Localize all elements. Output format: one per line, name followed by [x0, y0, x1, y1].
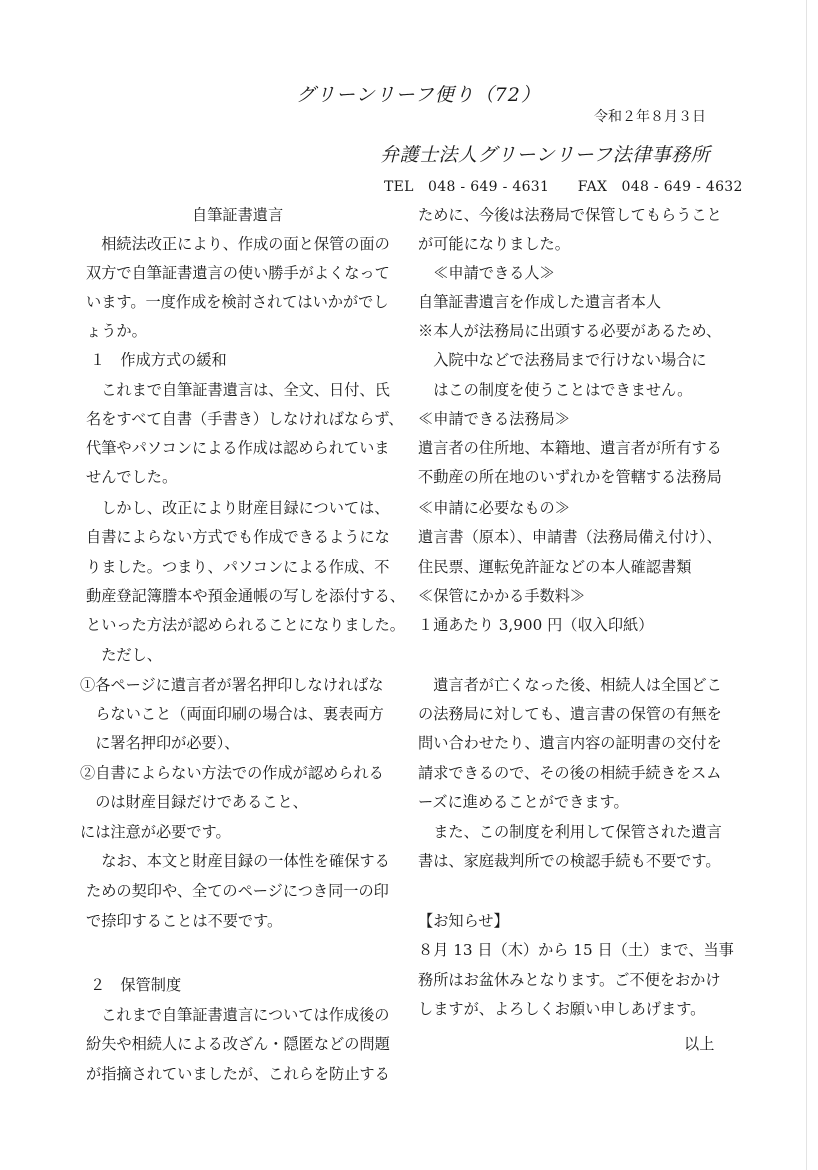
- text-line: せんでした。: [86, 468, 178, 486]
- text-line: 務所はお盆休みとなります。ご不便をおかけ: [418, 971, 721, 989]
- text-line: 自筆証書遺言を作成した遺言者本人: [418, 293, 661, 311]
- text-line: が可能になりました。: [418, 235, 570, 253]
- text-line: 代筆やパソコンによる作成は認められていま: [86, 439, 390, 457]
- text-line: 住民票、運転免許証などの本人確認書類: [418, 558, 692, 576]
- text-line: これまで自筆証書遺言は、全文、日付、氏: [86, 381, 390, 399]
- text-line: が指摘されていましたが、これらを防止する: [86, 1065, 390, 1083]
- text-line: これまで自筆証書遺言については作成後の: [86, 1006, 390, 1024]
- text-line: １通あたり 3,900 円（収入印紙）: [418, 616, 654, 634]
- text-line: 入院中などで法務局まで行けない場合に: [418, 351, 707, 369]
- text-line: 相続法改正により、作成の面と保管の面の: [86, 235, 390, 253]
- text-line: 問い合わせたり、遺言内容の証明書の交付を: [418, 734, 722, 752]
- text-line: 自筆証書遺言: [192, 206, 284, 224]
- text-line: ょうか。: [86, 322, 147, 340]
- text-line: には注意が必要です。: [80, 823, 231, 841]
- text-line: １ 作成方式の緩和: [90, 351, 227, 369]
- text-line: 紛失や相続人による改ざん・隠匿などの問題: [86, 1035, 390, 1053]
- contact-info: TEL 048 - 649 - 4631 FAX 048 - 649 - 4632: [384, 179, 743, 195]
- text-line: 動産登記簿謄本や預金通帳の写しを添付する、: [86, 587, 405, 605]
- text-line: ただし、: [86, 646, 162, 664]
- text-line: はこの制度を使うことはできません。: [418, 381, 693, 399]
- text-line: のは財産目録だけであること、: [80, 793, 308, 811]
- text-line: います。一度作成を検討されてはいかがでし: [86, 293, 389, 311]
- text-line: に署名押印が必要）、: [80, 734, 240, 752]
- text-line: で捺印することは不要です。: [86, 912, 283, 930]
- text-line: ≪申請に必要なもの≫: [418, 499, 570, 517]
- text-line: 遺言者が亡くなった後、相続人は全国どこ: [418, 676, 722, 694]
- text-line: ※本人が法務局に出頭する必要があるため、: [418, 322, 722, 340]
- text-line: らないこと（両面印刷の場合は、裏表両方: [80, 705, 384, 723]
- firm-name: 弁護士法人グリーンリーフ法律事務所: [380, 144, 711, 166]
- text-line: 請求できるので、その後の相続手続きをスム: [418, 764, 722, 782]
- text-line: 遺言書（原本）、申請書（法務局備え付け）、: [418, 528, 722, 546]
- text-line: ≪保管にかかる手数料≫: [418, 587, 586, 605]
- text-line: 名をすべて自書（手書き）しなければならず、: [86, 410, 404, 428]
- text-line: また、この制度を利用して保管された遺言: [418, 823, 722, 841]
- text-line: ２ 保管制度: [90, 976, 182, 994]
- text-line: ≪申請できる法務局≫: [418, 410, 570, 428]
- text-line: 遺言者の住所地、本籍地、遺言者が所有する: [418, 439, 722, 457]
- text-line: ≪申請できる人≫: [418, 264, 555, 282]
- text-line: 不動産の所在地のいずれかを管轄する法務局: [418, 468, 722, 486]
- scan-edge-line: [806, 0, 807, 1170]
- text-line: ８月 13 日（木）から 15 日（土）まで、当事: [418, 941, 734, 959]
- text-line: ①各ページに遺言者が署名押印しなければな: [80, 676, 384, 694]
- text-line: ②自書によらない方法での作成が認められる: [80, 764, 384, 782]
- text-line: 自書によらない方式でも作成できるようにな: [86, 528, 390, 546]
- text-line: の法務局に対しても、遺言書の保管の有無を: [418, 705, 722, 723]
- text-line: 書は、家庭裁判所での検認手続も不要です。: [418, 852, 721, 870]
- text-line: 以上: [684, 1035, 715, 1053]
- newsletter-title: グリーンリーフ便り（72）: [296, 84, 541, 106]
- text-line: りました。つまり、パソコンによる作成、不: [86, 558, 390, 576]
- text-line: しかし、改正により財産目録については、: [86, 499, 390, 517]
- text-line: といった方法が認められることになりました。: [86, 616, 405, 634]
- text-line: しますが、よろしくお願い申しあげます。: [418, 1000, 706, 1018]
- text-line: 双方で自筆証書遺言の使い勝手がよくなって: [86, 264, 390, 282]
- text-line: ために、今後は法務局で保管してもらうこと: [418, 206, 722, 224]
- text-line: なお、本文と財産目録の一体性を確保する: [86, 852, 390, 870]
- text-line: ための契印や、全てのページにつき同一の印: [86, 882, 389, 900]
- text-line: ーズに進めることができます。: [418, 793, 629, 811]
- issue-date: 令和２年８月３日: [594, 109, 706, 125]
- text-line: 【お知らせ】: [418, 912, 509, 930]
